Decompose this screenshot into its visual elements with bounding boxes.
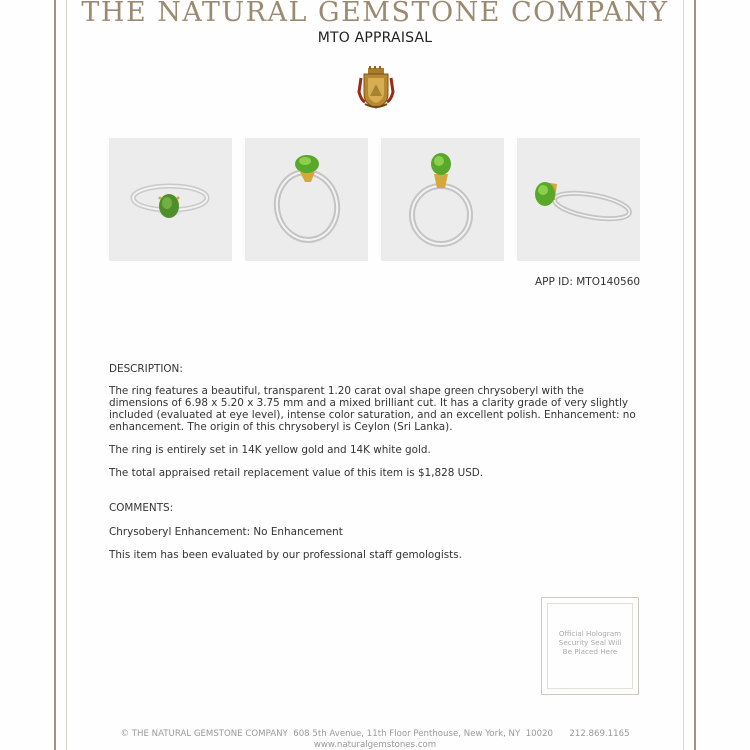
document-title: MTO APPRAISAL — [317, 30, 433, 46]
seal-line-2: Security Seal Will — [558, 638, 622, 647]
ring-photo-angled-view[interactable] — [517, 138, 640, 261]
footer-website[interactable]: www.naturalgemstones.com — [313, 740, 437, 750]
comment-enhancement: Chrysoberyl Enhancement: No Enhancement — [109, 526, 343, 538]
comments-label: COMMENTS: — [109, 502, 174, 514]
description-paragraph-1: The ring features a beautiful, transparent 1.20 carat oval shape green chrysoberyl with the dimensions of 6.98 x 5.20 x 3.75 mm and a mixed brilliant cut. It has a clarity grade of very slightly included (evaluated at eye level), intense color saturation, and an excellent polish. Enhancement: no enhancement. The origin of this chrysoberyl is Ceylon (Sri Lanka). — [109, 385, 636, 433]
ring-photo-top-view[interactable] — [109, 138, 232, 261]
ring-photo-side-view[interactable] — [245, 138, 368, 261]
hologram-seal-placeholder — [541, 597, 639, 695]
description-label: DESCRIPTION: — [109, 363, 183, 375]
comment-evaluation: This item has been evaluated by our professional staff gemologists. — [109, 549, 462, 561]
hologram-seal-text — [542, 629, 638, 656]
description-paragraph-2: The ring is entirely set in 14K yellow gold and 14K white gold. — [109, 444, 431, 456]
ring-photo-front-view[interactable] — [381, 138, 504, 261]
page-border-left-outer — [54, 0, 56, 750]
company-name: THE NATURAL GEMSTONE COMPANY — [81, 0, 669, 28]
page-border-right-outer — [694, 0, 696, 750]
crest-icon — [357, 66, 395, 110]
seal-line-3: Be Placed Here — [562, 647, 618, 656]
appraisal-id: APP ID: MTO140560 — [535, 276, 641, 288]
page-border-right-inner — [683, 0, 684, 750]
page-border-left-inner — [66, 0, 67, 750]
appraised-value: The total appraised retail replacement value of this item is $1,828 USD. — [109, 467, 484, 479]
seal-line-1: Official Hologram — [558, 629, 622, 638]
footer-address: © THE NATURAL GEMSTONE COMPANY 608 5th Avenue, 11th Floor Penthouse, New York, NY 10020 212.869.1165 — [120, 729, 630, 739]
